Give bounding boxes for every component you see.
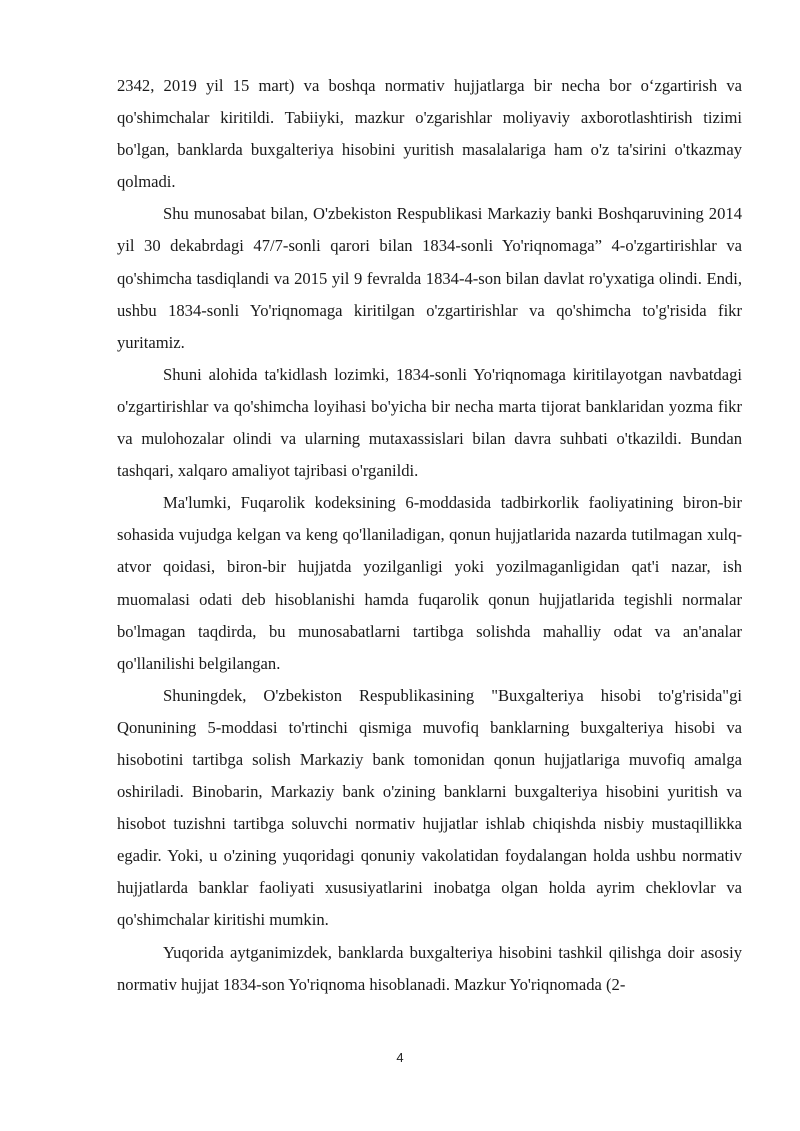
paragraph-central-bank-resolution: Shu munosabat bilan, O'zbekiston Respublikasi Markaziy banki Boshqaruvining 2014 yil 30 dekabrdagi 47/7-sonli qarori bilan 1834-sonli Yo'riqnomaga” 4-o'zgartirishlar va qo'shimcha tasdiqlandi va 2015 yil 9 fevralda 1834-4-son bilan davlat ro'yxatiga olindi. Endi, ushbu 1834-sonli Yo'riqnomaga kiritilgan o'zgartirishlar va qo'shimcha to'g'risida fikr yuritamiz. [117,204,742,352]
paragraph-draft-consultation: Shuni alohida ta'kidlash lozimki, 1834-sonli Yo'riqnomaga kiritilayotgan navbatdagi o'zgartirishlar va qo'shimcha loyihasi bo'yicha bir necha marta tijorat banklaridan yozma fikr va mulohozalar olindi va ularning mutaxassislari bilan davra suhbati o'tkazildi. Bundan tashqari, xalqaro amaliyot tajribasi o'rganildi. [117,364,742,481]
paragraph-civil-code: Ma'lumki, Fuqarolik kodeksining 6-moddasida tadbirkorlik faoliyatining biron-bir sohasida vujudga kelgan va keng qo'llaniladigan, qonun hujjatlarida nazarda tutilmagan xulq-atvor qoidasi, biron-bir hujjatda yozilganligi yoki yozilmaganligidan qat'i nazar, ish muomalasi odati deb hisoblanishi hamda fuqarolik qonun hujjatlarida tegishli normalar bo'lmagan taqdirda, bu munosabatlarni tartibga solishda mahalliy odat va an'analar qo'llanilishi belgilangan. [117,493,742,673]
page-number: 4 [396,1050,404,1065]
document-page [117,70,742,1001]
paragraph-continuation: 2342, 2019 yil 15 mart) va boshqa normativ hujjatlarga bir necha bor o‘zgartirish va qo'shimchalar kiritildi. Tabiiyki, mazkur o'zgarishlar moliyaviy axborotlashtirish tizimi bo'lgan, banklarda buxgalteriya hisobini yuritish masalalariga ham o'z ta'sirini o'tkazmay qolmadi. [117,76,742,192]
paragraph-main-regulation: Yuqorida aytganimizdek, banklarda buxgalteriya hisobini tashkil qilishga doir asosiy normativ hujjat 1834-son Yo'riqnoma hisoblanadi. Mazkur Yo'riqnomada (2- [117,942,742,994]
paragraph-accounting-law: Shuningdek, O'zbekiston Respublikasining "Buxgalteriya hisobi to'g'risida"gi Qonunining 5-moddasi to'rtinchi qismiga muvofiq banklarning buxgalteriya hisobi va hisobotini tartibga solish Markaziy bank tomonidan qonun hujjatlariga muvofiq amalga oshiriladi. Binobarin, Markaziy bank o'zining banklarni buxgalteriya hisobini yuritish va hisobot tuzishni tartibga soluvchi normativ hujjatlar ishlab chiqishda nisbiy mustaqillikka egadir. Yoki, u o'zining yuqoridagi qonuniy vakolatidan foydalangan holda ushbu normativ hujjatlarda banklar faoliyati xususiyatlarini inobatga olgan holda ayrim cheklovlar va qo'shimchalar kiritishi mumkin. [117,685,742,930]
